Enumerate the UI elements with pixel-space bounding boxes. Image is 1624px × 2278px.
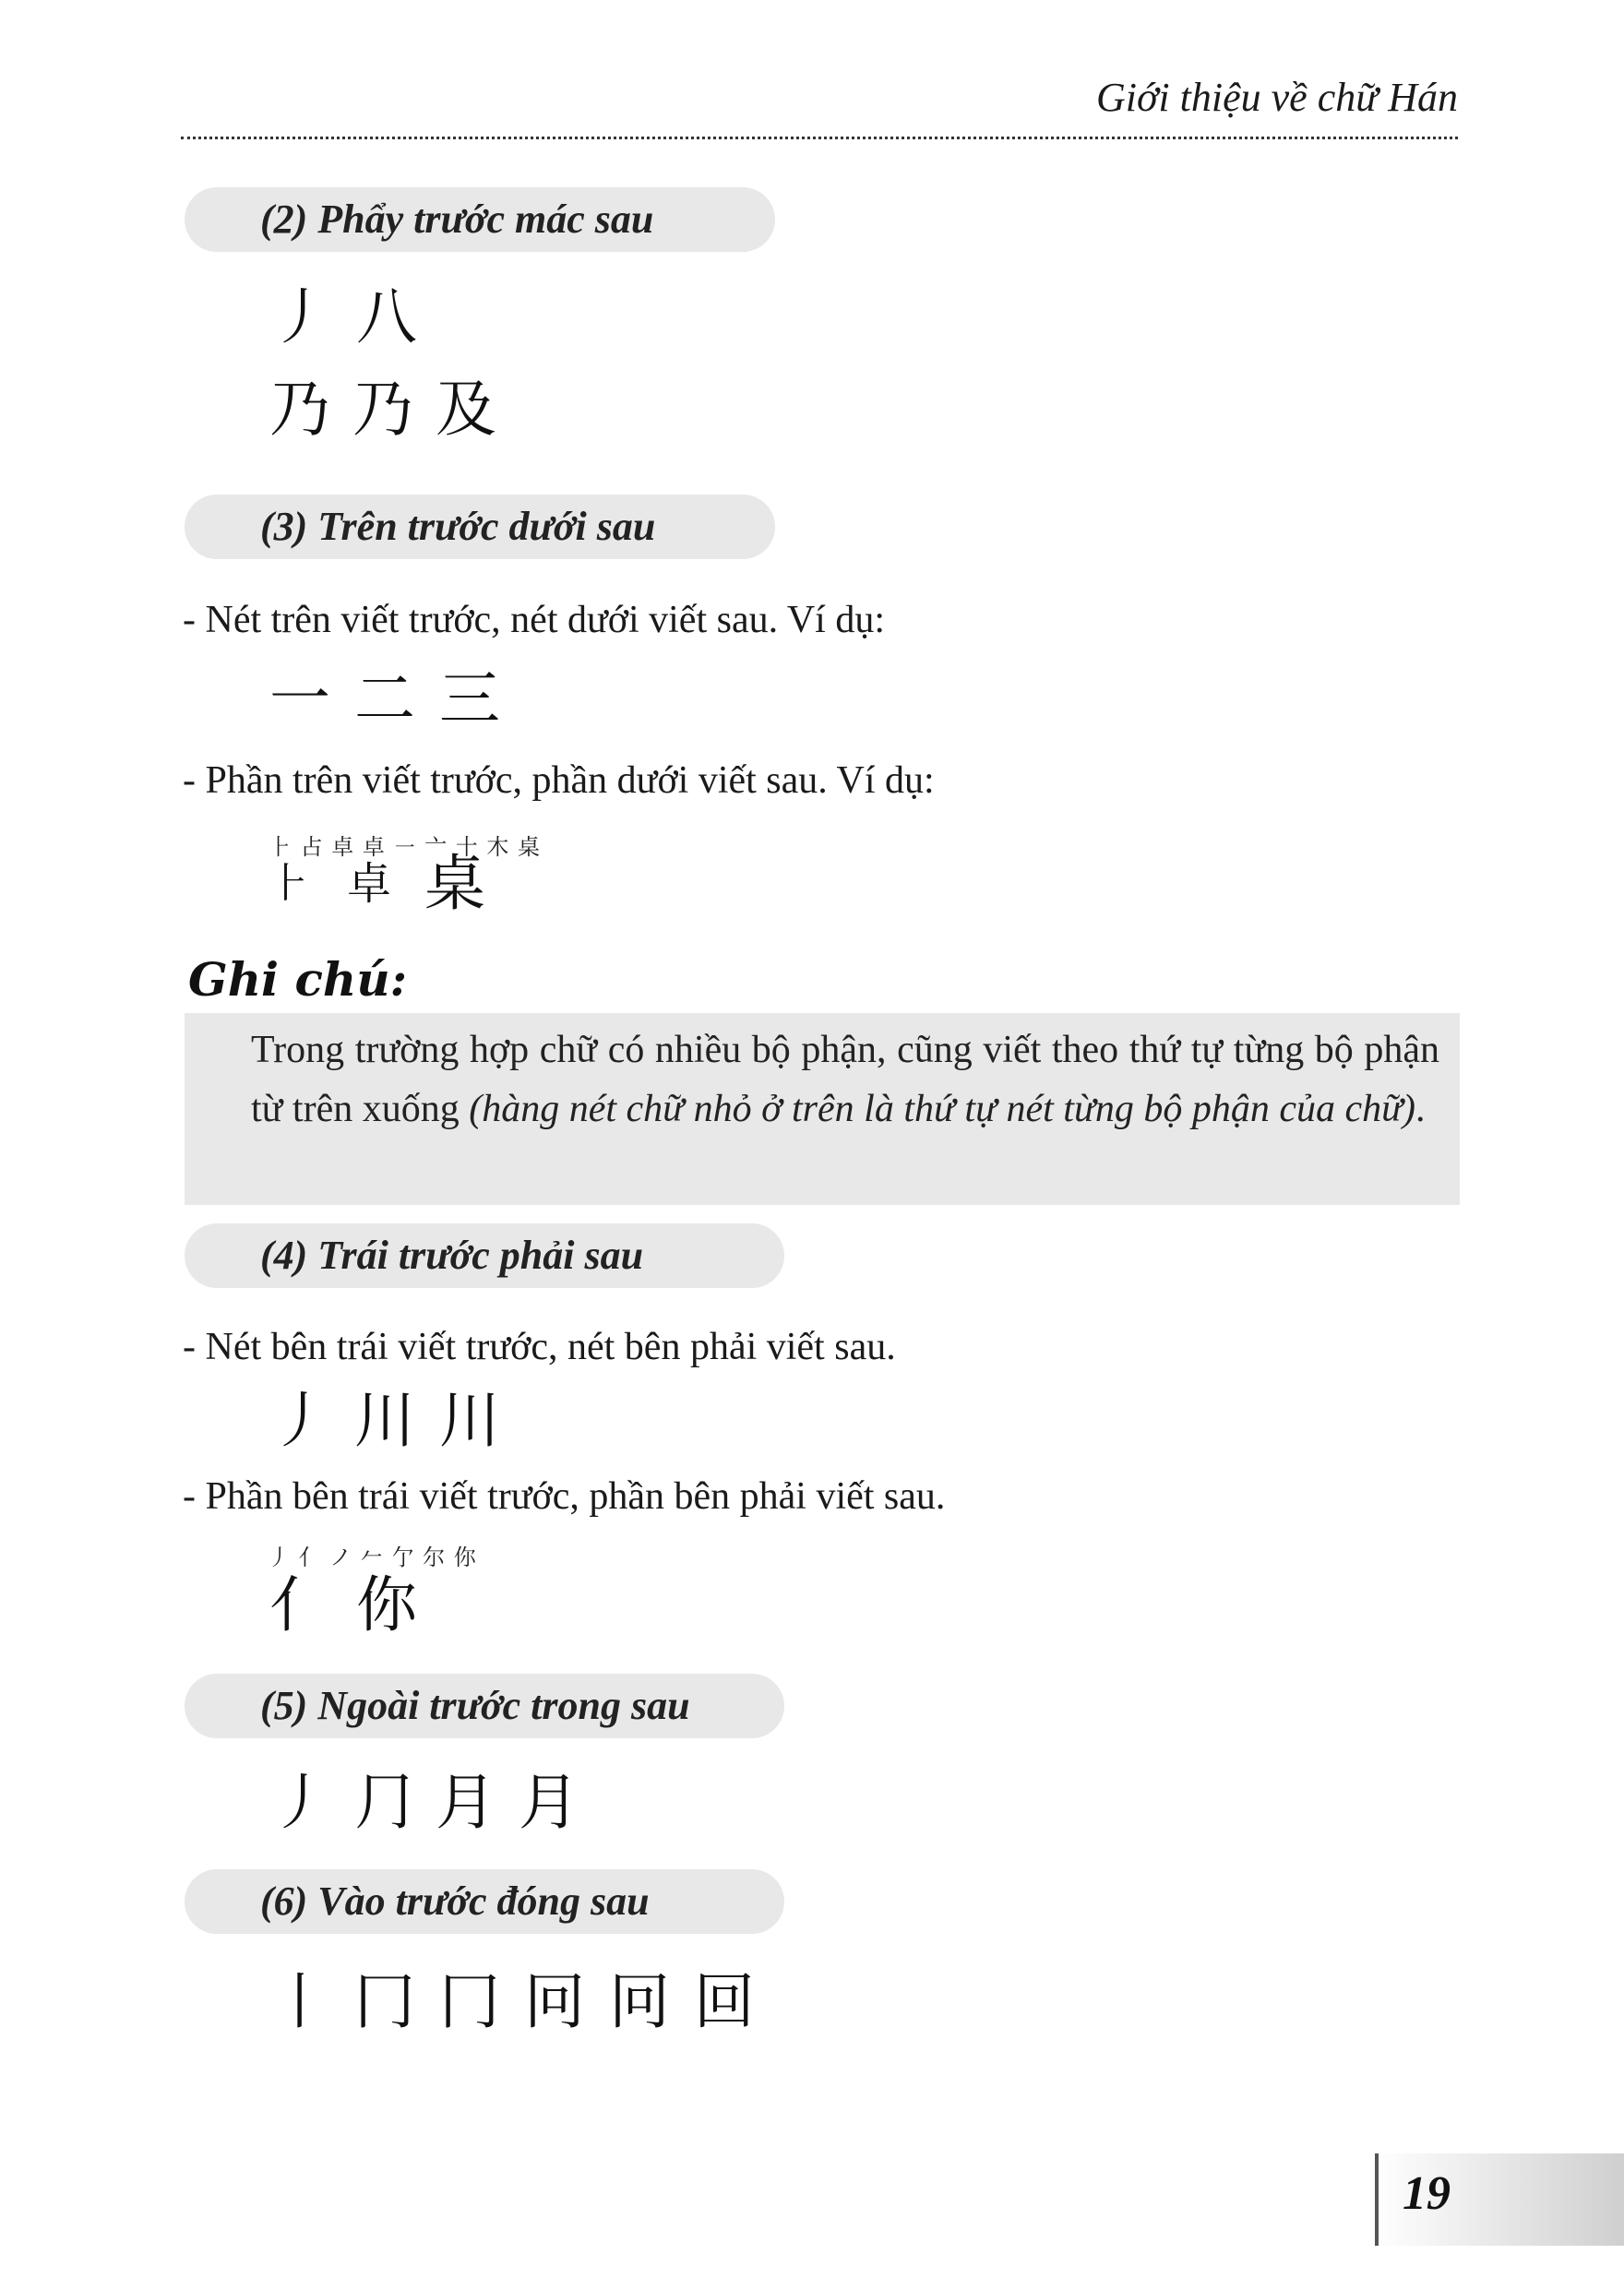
header-divider	[181, 137, 1458, 139]
section-3-line-2: - Phần trên viết trước, phần dưới viết sau. Ví dụ:	[183, 759, 935, 802]
section-3-title: (3) Trên trước dưới sau	[185, 495, 775, 559]
section-2-row-1	[269, 280, 417, 354]
hanzi-char: 八	[356, 281, 417, 352]
hanzi-char: 冋	[524, 1966, 585, 2037]
section-2-row-2	[269, 373, 496, 447]
note-box	[185, 1013, 1460, 1205]
hanzi-char: 三	[439, 663, 500, 734]
hanzi-char: 回	[694, 1966, 755, 2037]
hanzi-char: 冂	[439, 1966, 500, 2037]
hanzi-char: 丨	[269, 1966, 330, 2037]
note-text-end: .	[1415, 1088, 1426, 1130]
section-2-title: (2) Phẩy trước mác sau	[185, 187, 775, 252]
hanzi-char: 你	[356, 1569, 417, 1640]
hanzi-char: 乃	[352, 374, 413, 445]
section-4-line-2: - Phần bên trái viết trước, phần bên phải viết sau.	[183, 1475, 946, 1518]
section-3-line-1: - Nét trên viết trước, nét dưới viết sau. Ví dụ:	[183, 599, 886, 641]
hanzi-char: 丿	[269, 1385, 330, 1456]
hanzi-char: 二	[354, 663, 415, 734]
section-6-row-1	[269, 1965, 755, 2039]
section-6-title: (6) Vào trước đóng sau	[185, 1869, 784, 1934]
hanzi-char: 丿	[269, 281, 330, 352]
section-3-row-2	[269, 847, 485, 921]
note-text-plain: Trong trường hợp chữ có nhiều bộ phận, cũng viết theo thứ tự từng bộ phận từ trên xuống	[251, 1029, 1439, 1130]
hanzi-char: 月	[519, 1767, 579, 1838]
hanzi-char: 月	[436, 1767, 496, 1838]
hanzi-char: ⺊	[269, 860, 310, 907]
note-text	[251, 1020, 1439, 1139]
page-number-tab	[1375, 2153, 1624, 2246]
section-4-title: (4) Trái trước phải sau	[185, 1223, 784, 1288]
section-5-row-1	[269, 1766, 579, 1840]
hanzi-char: 一	[269, 663, 330, 734]
hanzi-char: 亻	[269, 1569, 330, 1640]
section-4-stroke-order: 丿 亻 ノ 𠂉 亇 尔 你	[268, 1545, 477, 1570]
note-text-italic: (hàng nét chữ nhỏ ở trên là thứ tự nét từng bộ phận của chữ)	[469, 1088, 1416, 1130]
hanzi-char: 冂	[354, 1966, 415, 2037]
hanzi-char: 乃	[269, 374, 330, 445]
running-header: Giới thiệu về chữ Hán	[1095, 75, 1458, 120]
hanzi-char: 及	[436, 374, 496, 445]
section-5-title: (5) Ngoài trước trong sau	[185, 1674, 784, 1738]
hanzi-char: 桌	[424, 848, 485, 919]
section-4-row-2	[269, 1568, 417, 1642]
section-4-line-1: - Nét bên trái viết trước, nét bên phải viết sau.	[183, 1326, 896, 1368]
hanzi-char: 川	[439, 1385, 500, 1456]
note-heading: Ghi chú:	[188, 952, 408, 1007]
hanzi-char: 丿	[269, 1767, 330, 1838]
page-number: 19	[1403, 2167, 1451, 2220]
section-3-row-1	[269, 662, 500, 736]
section-3-stroke-order: ⺊ 占 卓 卓 ㇐ 亠 十 木 桌	[269, 834, 542, 860]
page-number-bar	[1375, 2153, 1379, 2246]
hanzi-char: 卓	[347, 858, 392, 910]
hanzi-char: 冋	[609, 1966, 670, 2037]
hanzi-char: 川	[354, 1385, 415, 1456]
hanzi-char: ⺆	[354, 1767, 415, 1838]
section-4-row-1	[269, 1384, 500, 1458]
